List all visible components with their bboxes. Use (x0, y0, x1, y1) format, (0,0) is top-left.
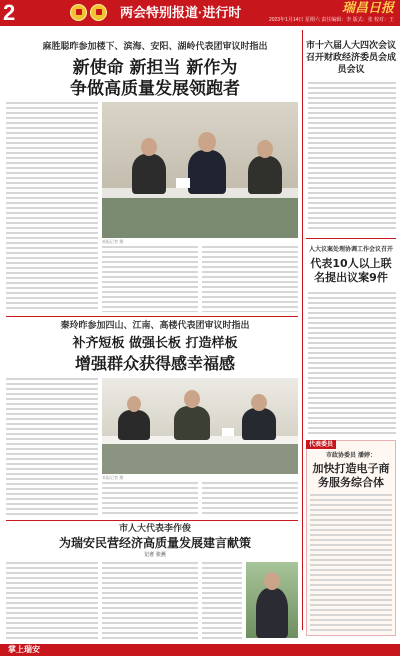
story3-kicker: 市人大代表李作俊 (118, 524, 191, 534)
story2-photo (102, 378, 298, 474)
story3-headline: 为瑞安民营经济高质量发展建言献策 (58, 536, 251, 550)
story1-body-col2 (102, 246, 198, 312)
masthead (0, 0, 400, 26)
emblem-icon (90, 4, 107, 21)
story1-photo-caption: 本报记者 摄 (102, 239, 124, 244)
sidebar-story2-headline: 代表10人以上联名提出议案9件 (310, 257, 392, 284)
sidebar-story3-kicker: 市政协委员 潘婷： (325, 452, 377, 459)
sidebar-divider (306, 238, 396, 239)
footer-label: 掌上瑞安 (8, 645, 40, 654)
masthead-title: 两会特别报道·进行时 (120, 5, 242, 20)
story1-headline-line1: 新使命 新担当 新作为 (72, 58, 238, 78)
story2-photo-caption: 本报记者 摄 (102, 475, 124, 480)
section-divider (6, 520, 298, 521)
story3-byline: 记者 张燕 (144, 552, 166, 558)
masthead-date: 2023年1月14日 星期六 责任编辑：李 版式：张 校对：王 (268, 17, 394, 23)
story2-headline-line1: 补齐短板 做强长板 打造样板 (72, 336, 238, 351)
story1-body-col1 (6, 102, 98, 312)
story3-portrait (246, 562, 298, 638)
story1-kicker: 麻胜聪昨参加楼下、滨海、安阳、湖岭代表团审议时指出 (42, 42, 268, 52)
story1-body-col3 (202, 246, 298, 312)
story2-body-col2 (102, 482, 198, 516)
sidebar-story2-body (308, 292, 396, 434)
story1-photo (102, 102, 298, 238)
story3-body-col3 (202, 562, 242, 642)
story1-headline-line2: 争做高质量发展领跑者 (70, 79, 240, 99)
story3-body-col2 (102, 562, 198, 642)
emblem-icon (70, 4, 87, 21)
sidebar-story3-headline: 加快打造电子商务服务综合体 (312, 462, 390, 489)
column-divider (302, 30, 303, 630)
section-divider (6, 316, 298, 317)
sidebar-story1-body (308, 82, 396, 232)
story2-body-col1 (6, 378, 98, 516)
section-tag: 代表委员 (306, 440, 336, 449)
newspaper-logo: 瑞昌日报 (341, 1, 394, 16)
footer-bar (0, 644, 400, 656)
page-number: 2 (3, 0, 16, 25)
story3-body-col1 (6, 562, 98, 642)
sidebar-story1-headline: 市十六届人大四次会议召开财政经济委员会成员会议 (306, 41, 397, 75)
story2-headline-line2: 增强群众获得感幸福感 (74, 354, 235, 373)
sidebar-story2-kicker: 人大议案处理协调工作会议召开 (308, 246, 393, 253)
story2-kicker: 秦玲昨参加四山、江南、高楼代表团审议时指出 (60, 321, 250, 331)
sidebar-story3-body (310, 494, 392, 632)
story2-body-col3 (202, 482, 298, 516)
